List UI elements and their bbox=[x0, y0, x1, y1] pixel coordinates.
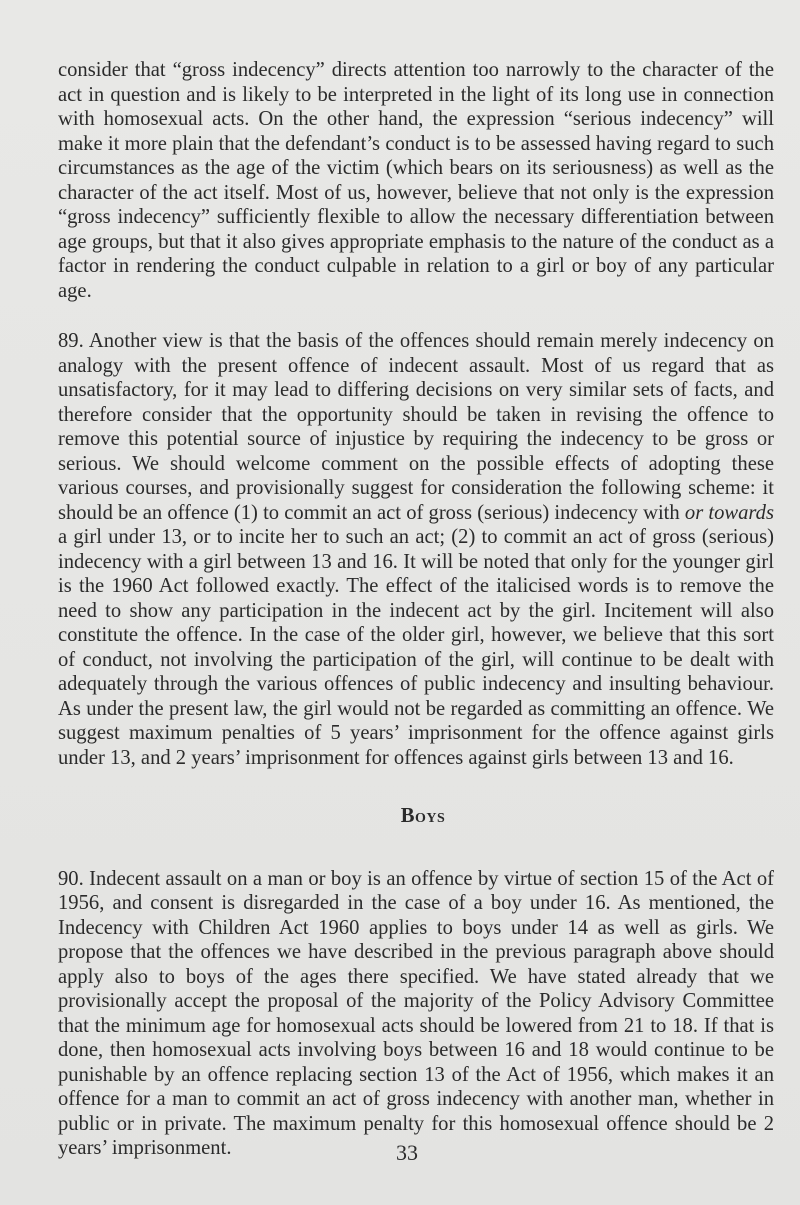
paragraph-gap bbox=[58, 303, 774, 329]
paragraph-89 bbox=[58, 329, 774, 770]
heading-gap-top bbox=[58, 770, 774, 804]
page-number: 33 bbox=[396, 1140, 418, 1165]
section-heading-boys: Boys bbox=[400, 805, 446, 827]
paragraph-89-italic-text: or towards bbox=[684, 501, 774, 524]
heading-gap-bottom bbox=[58, 829, 774, 867]
paragraph-continuation: consider that “gross indecency” directs attention too narrowly to the character of the act in question and is likely to be interpreted in the light of its long use in connection with homosexual acts. On the other hand, the expression “serious indecency” will make it more plain that the defendant’s conduct is to be assessed having regard to such circumstances as the age of the victim (which bears on its seriousness) as well as the character of the act itself. Most of us, however, believe that not only is the expression “gross indecency” sufficiently flexible to allow the necessary differentiation between age groups, but that it also gives appropriate emphasis to the nature of the conduct as a factor in rendering the conduct culpable in relation to a girl or boy of any particular age. bbox=[58, 59, 774, 302]
paragraph-90: 90. Indecent assault on a man or boy is an offence by virtue of section 15 of the Act of 1956, and consent is disregarded in the case of a boy under 16. As mentioned, the Indecency with Children Act 1960 applies to boys under 14 as well as girls. We propose that the offences we have described in the previous paragraph above should apply also to boys of the ages there specified. We have stated already that we provisionally accept the proposal of the majority of the Policy Advisory Committee that the minimum age for homosexual acts should be lowered from 21 to 18. If that is done, then homosexual acts involving boys between 16 and 18 would continue to be punishable by an offence replacing section 13 of the Act of 1956, which makes it an offence for a man to commit an act of gross indecency with another man, whether in public or in private. The maximum penalty for this homosexual offence should be 2 years’ imprisonment. bbox=[58, 867, 774, 1159]
paragraph-89-text-2: a girl under 13, or to incite her to such an act; (2) to commit an act of gross (serious) indecency with a girl between 13 and 16. It will be noted that only for the younger girl is the 1960 Act followed exactly. The effect of the italicised words is to remove the need to show any participation in the indecent act by the girl. Incitement will also constitute the offence. In the case of the older girl, however, we believe that this sort of conduct, not involving the participation of the girl, will continue to be dealt with adequately through the various offences of public indecency and insulting behaviour. As under the present law, the girl would not be regarded as committing an offence. We suggest maximum penalties of 5 years’ imprisonment for the offence against girls under 13, and 2 years’ imprisonment for offences against girls between 13 and 16. bbox=[58, 526, 774, 769]
paragraph-89-text-1: 89. Another view is that the basis of the offences should remain merely indecency on analogy with the present offence of indecent assault. Most of us regard that as unsatisfactory, for it may lead to differing decisions on very similar sets of facts, and therefore consider that the opportunity should be taken in revising the offence to remove this potential source of injustice by requiring the indecency to be gross or serious. We should welcome comment on the possible effects of adopting these various courses, and provisionally suggest for consideration the following scheme: it should be an offence (1) to commit an act of gross (serious) indecency with bbox=[58, 330, 774, 524]
